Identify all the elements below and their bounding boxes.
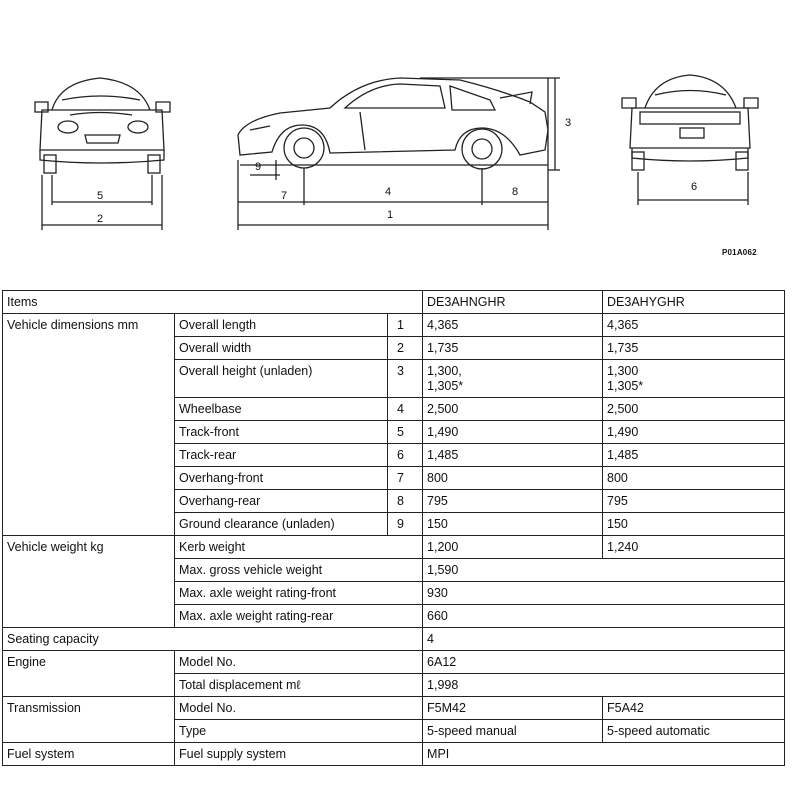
value-b: 1,485 <box>603 444 785 467</box>
value-a: 5-speed manual <box>423 720 603 743</box>
item-number: 2 <box>388 337 423 360</box>
header-items: Items <box>3 291 423 314</box>
item-number: 8 <box>388 490 423 513</box>
value-b: 1,240 <box>603 536 785 559</box>
item-number: 6 <box>388 444 423 467</box>
side-view-dimension-lines <box>238 78 560 230</box>
item-label: Max. gross vehicle weight <box>175 559 423 582</box>
dim-label-3: 3 <box>564 117 572 129</box>
item-label: Max. axle weight rating-rear <box>175 605 423 628</box>
dim-label-2: 2 <box>96 213 104 225</box>
group-seating: Seating capacity <box>3 628 423 651</box>
header-col-b: DE3AHYGHR <box>603 291 785 314</box>
front-view-car <box>35 78 170 173</box>
table-row <box>3 536 785 559</box>
value-a-line1: 1,300, <box>427 364 462 378</box>
value-a: 1,485 <box>423 444 603 467</box>
value-a: F5M42 <box>423 697 603 720</box>
item-label: Type <box>175 720 423 743</box>
table-row <box>3 314 785 337</box>
table-row <box>3 628 785 651</box>
table-row <box>3 743 785 766</box>
value-shared: 930 <box>423 582 785 605</box>
dim-label-6: 6 <box>690 181 698 193</box>
dim-label-9: 9 <box>254 161 262 173</box>
value-b: 1,735 <box>603 337 785 360</box>
item-label: Overhang-front <box>175 467 388 490</box>
value-a: 4,365 <box>423 314 603 337</box>
value-b-line1: 1,300 <box>607 364 639 378</box>
dim-label-1: 1 <box>386 209 394 221</box>
dim-label-5: 5 <box>96 190 104 202</box>
value-shared: 660 <box>423 605 785 628</box>
item-label: Model No. <box>175 697 423 720</box>
value-a: 1,735 <box>423 337 603 360</box>
item-label: Total displacement mℓ <box>175 674 423 697</box>
header-col-a: DE3AHNGHR <box>423 291 603 314</box>
group-transmission: Transmission <box>3 697 175 743</box>
item-label: Model No. <box>175 651 423 674</box>
value-shared: 1,590 <box>423 559 785 582</box>
value-b: 800 <box>603 467 785 490</box>
item-label: Max. axle weight rating-front <box>175 582 423 605</box>
table-row <box>3 651 785 674</box>
rear-view-car <box>622 75 758 170</box>
value-b: 2,500 <box>603 398 785 421</box>
group-engine: Engine <box>3 651 175 697</box>
item-label: Overall height (unladen) <box>175 360 388 398</box>
item-label: Overall width <box>175 337 388 360</box>
item-label: Overall length <box>175 314 388 337</box>
item-label: Kerb weight <box>175 536 423 559</box>
group-fuel: Fuel system <box>3 743 175 766</box>
figure-code: P01A062 <box>722 248 757 257</box>
value-b: F5A42 <box>603 697 785 720</box>
value-b-line2: 1,305* <box>607 379 644 393</box>
item-number: 1 <box>388 314 423 337</box>
value-shared: 4 <box>423 628 785 651</box>
item-label: Overhang-rear <box>175 490 388 513</box>
item-number: 4 <box>388 398 423 421</box>
value-a: 1,200 <box>423 536 603 559</box>
dim-label-8: 8 <box>511 186 519 198</box>
dimension-labels <box>97 117 697 225</box>
item-label: Fuel supply system <box>175 743 423 766</box>
value-shared: MPI <box>423 743 785 766</box>
value-b: 4,365 <box>603 314 785 337</box>
vehicle-dimension-diagram <box>0 0 800 270</box>
specification-table <box>2 290 785 766</box>
item-label: Track-rear <box>175 444 388 467</box>
value-b: 150 <box>603 513 785 536</box>
item-label: Track-front <box>175 421 388 444</box>
side-view-car <box>238 78 548 169</box>
value-shared: 6A12 <box>423 651 785 674</box>
value-a: 795 <box>423 490 603 513</box>
table-row <box>3 697 785 720</box>
value-a: 800 <box>423 467 603 490</box>
value-shared: 1,998 <box>423 674 785 697</box>
value-a: 1,490 <box>423 421 603 444</box>
item-number: 3 <box>388 360 423 398</box>
item-number: 9 <box>388 513 423 536</box>
value-a: 2,500 <box>423 398 603 421</box>
dim-label-7: 7 <box>280 190 288 202</box>
table-header-row <box>3 291 785 314</box>
value-b <box>603 360 785 398</box>
item-number: 5 <box>388 421 423 444</box>
group-weight: Vehicle weight kg <box>3 536 175 628</box>
value-a: 150 <box>423 513 603 536</box>
value-b: 1,490 <box>603 421 785 444</box>
item-label: Wheelbase <box>175 398 388 421</box>
value-a <box>423 360 603 398</box>
value-a-line2: 1,305* <box>427 379 464 393</box>
group-dimensions: Vehicle dimensions mm <box>3 314 175 536</box>
item-label: Ground clearance (unladen) <box>175 513 388 536</box>
item-number: 7 <box>388 467 423 490</box>
value-b: 795 <box>603 490 785 513</box>
value-b: 5-speed automatic <box>603 720 785 743</box>
dim-label-4: 4 <box>384 186 392 198</box>
